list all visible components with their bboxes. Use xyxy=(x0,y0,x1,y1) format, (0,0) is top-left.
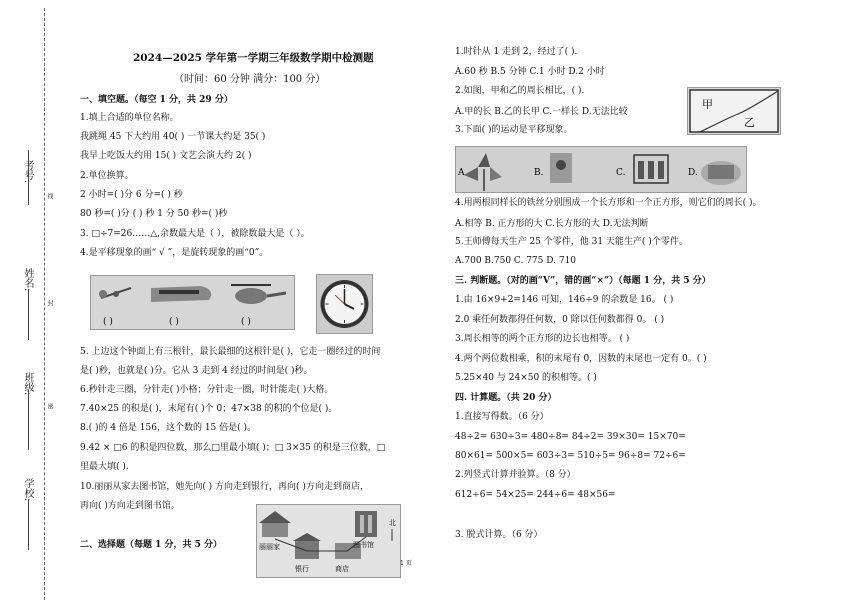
drawer-icon xyxy=(701,161,741,185)
right-line-17: 48÷2= 630÷3= 480÷8= 84÷2= 39×30= 15×70= xyxy=(455,432,686,442)
swing-icon xyxy=(550,153,572,183)
seal-mark-xian: 线 xyxy=(46,193,53,199)
left-line-14: 9.42 × □6 的积是四位数，那么□里最小填( )；□ 3×35 的积是三位数，□ xyxy=(80,443,386,453)
exam-number-label: 考号: xyxy=(22,160,33,184)
right-line-20: 612÷6= 54×25= 244÷6= 48×56= xyxy=(455,490,616,500)
left-line-4: 2.单位换算。 xyxy=(80,171,134,181)
right-line-0: 1.时针从 1 走到 2，经过了( ). xyxy=(455,47,578,57)
left-line-7: 3. □÷7=26……△,余数最大是（ ），被除数最大是（ ）。 xyxy=(80,229,310,239)
right-line-7: 5.王师傅每天生产 25 个零件，他 31 天能生产( )个零件。 xyxy=(455,237,688,247)
motion-blank-2: ( ) xyxy=(169,317,179,327)
right-line-1: A.60 秒 B.5 分钟 C.1 小时 D.2 小时 xyxy=(455,67,605,77)
right-line-8: A.700 B.750 C. 775 D. 710 xyxy=(455,256,577,266)
right-line-9: 三. 判断题。（对的画“V”，错的画“×”）（每题 1 分，共 5 分） xyxy=(455,276,711,286)
map-home-label: 丽丽家 xyxy=(259,543,280,551)
school-label: 学校: xyxy=(22,478,33,502)
right-line-2: 2.如图，甲和乙的周长相比，( ). xyxy=(455,86,585,96)
right-line-15: 四. 计算题。（共 20 分） xyxy=(455,393,557,403)
exam-title: 2024—2025 学年第一学期三年级数学期中检测题 xyxy=(133,52,374,64)
option-c-label: C. xyxy=(616,168,626,178)
right-line-18: 80×61= 500×5= 603÷3= 510÷5= 96÷8= 72÷6= xyxy=(455,451,686,461)
train-icon xyxy=(151,286,211,302)
left-line-17: 再向( )方向走到图书馆。 xyxy=(80,501,180,511)
map-library-label: 图书馆 xyxy=(353,541,374,549)
right-line-19: 2.列竖式计算并验算。（8 分） xyxy=(455,470,576,480)
exam-subtitle: （时间：60 分钟 满分：100 分） xyxy=(174,74,326,85)
left-line-10: 是( )秒，也就是( )分。它从 3 走到 4 经过的时间是( )秒。 xyxy=(80,366,313,376)
translation-options-picture xyxy=(455,146,747,193)
right-line-14: 5.25×40 与 24×50 的积相等。( ) xyxy=(455,373,597,383)
left-line-9: 5. 上边这个钟面上有三根针，最长最细的这根针是( )，它走一圈经过的时间 xyxy=(80,347,381,357)
right-line-12: 3.周长相等的两个正方形的边长也相等。 ( ) xyxy=(455,334,630,344)
left-line-2: 我跳绳 45 下大约用 40( ) 一节课大约是 35( ) xyxy=(80,132,266,142)
right-line-16: 1.直接写得数。（6 分） xyxy=(455,412,549,422)
right-line-21: 3. 脱式计算。（6 分） xyxy=(455,530,543,540)
map-north-label: 北 xyxy=(389,519,396,527)
shape-compare-picture xyxy=(687,87,781,135)
shape-yi-label: 乙 xyxy=(744,116,755,129)
left-line-6: 80 秒=( )分 ( ) 秒 1 分 50 秒=( )秒 xyxy=(80,209,228,219)
left-line-13: 8.( )的 4 倍是 156，这个数的 15 倍是( )。 xyxy=(80,423,257,433)
left-line-12: 7.40×25 的积是( )，末尾有( )个 0；47×38 的积的个位是( )。 xyxy=(80,404,338,414)
option-b-label: B. xyxy=(534,168,544,178)
left-line-11: 6.秒针走三圈，分针走( )小格；分针走一圈，时针能走( )大格。 xyxy=(80,385,334,395)
route-map xyxy=(256,504,401,578)
clock-picture xyxy=(316,274,373,334)
clock-icon xyxy=(317,275,372,333)
left-line-3: 我早上吃饭大约用 15( ) 文艺会演大约 2( ) xyxy=(80,151,252,161)
left-line-1: 1.填上合适的单位名称。 xyxy=(80,113,179,123)
left-line-18: 二、选择题（每题 1 分，共 5 分） xyxy=(80,540,223,550)
right-line-3: A.甲的长 B.乙的长甲 C.一样长 D.无法比较 xyxy=(455,107,628,117)
left-line-16: 10.丽丽从家去图书馆，她先向( ) 方向走到银行，再向( )方向走到商店， xyxy=(80,482,369,492)
map-shop-label: 商店 xyxy=(335,565,349,573)
shape-jia-label: 甲 xyxy=(702,98,713,111)
right-line-11: 2.0 乘任何数都得任何数，0 除以任何数都得 0。 ( ) xyxy=(455,315,665,325)
motion-blank-3: ( ) xyxy=(241,317,251,327)
class-label: 班级: xyxy=(22,372,33,396)
right-line-4: 3.下面( )的运动是平移现象。 xyxy=(455,125,573,135)
right-line-10: 1.由 16×9+2=146 可知，146÷9 的余数是 16。 ( ) xyxy=(455,295,674,305)
right-line-5: 4.用两根同样长的铁丝分别围成一个长方形和一个正方形，则它们的周长( )。 xyxy=(455,198,762,208)
seal-mark-mi: 密 xyxy=(46,403,53,409)
motion-picture xyxy=(90,275,295,330)
seal-mark-feng: 封 xyxy=(46,300,53,306)
library-icon xyxy=(355,511,377,537)
name-label: 姓名: xyxy=(22,268,33,292)
right-line-6: A.相等 B. 正方形的大 C.长方形的大 D.无法判断 xyxy=(455,219,649,229)
left-line-5: 2 小时=( )分 6 分=( ) 秒 xyxy=(80,190,183,200)
right-line-13: 4.两个两位数相乘，积的末尾有 0，因数的末尾也一定有 0。( ) xyxy=(455,354,707,364)
motion-blank-1: ( ) xyxy=(103,317,113,327)
option-d-label: D. xyxy=(688,168,698,178)
page-number: 1 页 xyxy=(400,560,412,567)
option-a-label: A. xyxy=(458,168,468,178)
left-line-15: 里最大填( ). xyxy=(80,462,129,472)
left-line-0: 一、填空题。（每空 1 分，共 29 分） xyxy=(80,95,233,105)
map-bank-label: 银行 xyxy=(295,565,309,573)
left-line-8: 4.是平移现象的画“ √ ”，是旋转现象的画“0”。 xyxy=(80,248,269,258)
